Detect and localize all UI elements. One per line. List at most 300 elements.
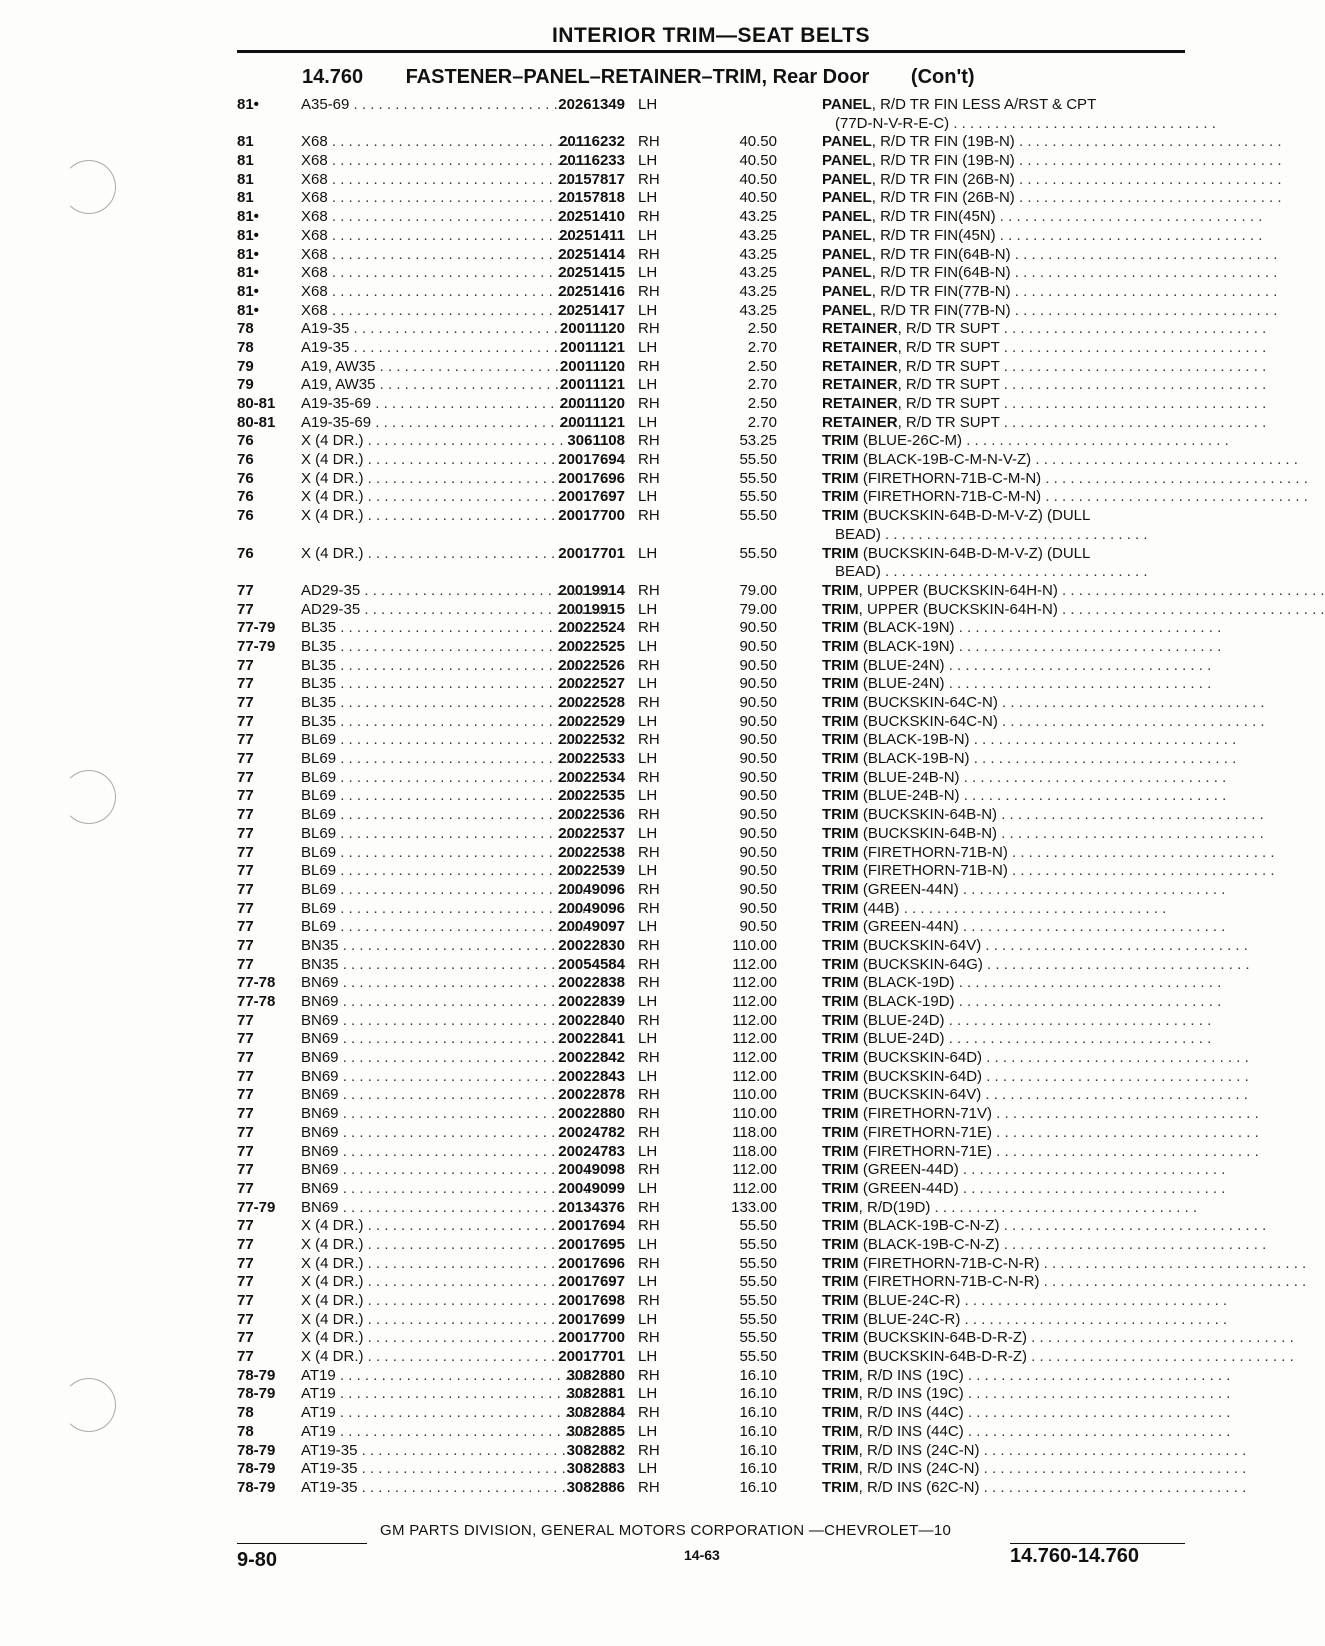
part-number-cell: 20017701 — [558, 544, 625, 562]
description-text: TRIM (FIRETHORN-71E) — [822, 1142, 993, 1160]
table-row — [237, 1310, 1228, 1330]
table-row — [237, 451, 1298, 470]
year-cell: 78-79 — [237, 1478, 276, 1496]
price-cell: 43.25 — [739, 208, 777, 226]
side-cell: RH — [638, 320, 660, 338]
model-cell: X (4 DR.) . . . — [301, 1329, 511, 1348]
table-row — [237, 170, 1282, 190]
price-cell: 90.50 — [739, 768, 777, 786]
model-cell: X (4 DR.) . . . — [301, 1236, 511, 1255]
description-cell: TRIM (BUCKSKIN-64V) . . . . . . . . . . . . . . . . . . . . . . . . . . . . . . . . — [822, 936, 1248, 954]
description-cell: TRIM, UPPER (BUCKSKIN-64H-N) . . . . . . . . . . . . . . . . . . . . . . . . . . . . . . . . — [822, 600, 1325, 618]
description-text: TRIM (BUCKSKIN-64V) — [822, 936, 982, 954]
part-number-cell: 20022535 — [558, 787, 625, 805]
year-cell: 77 — [237, 1030, 254, 1048]
side-cell: RH — [638, 1478, 660, 1496]
price-cell: 43.25 — [739, 226, 777, 244]
year-cell: 78-79 — [237, 1366, 276, 1384]
price-cell: 16.10 — [739, 1478, 777, 1496]
description-text: PANEL, R/D TR FIN(77B-N) — [822, 301, 1011, 319]
description-cell: TRIM (BLUE-24N) . . . . . . . . . . . . . . . . . . . . . . . . . . . . . . . . — [822, 656, 1212, 674]
model-cell: BN69 . . . — [301, 1105, 511, 1124]
table-row — [237, 264, 1278, 283]
price-cell: 90.50 — [739, 694, 777, 712]
part-number-cell: 20049097 — [558, 918, 625, 936]
price-cell: 55.50 — [739, 1348, 777, 1366]
description-cell: TRIM (BUCKSKIN-64C-N) . . . . . . . . . . . . . . . . . . . . . . . . . . . . . . . . — [822, 694, 1265, 712]
table-row — [237, 824, 1264, 844]
description-cell: PANEL, R/D TR FIN (26B-N) . . . . . . . . . . . . . . . . . . . . . . . . . . . . . . . . — [822, 189, 1282, 207]
part-number-cell: 20017696 — [558, 1254, 625, 1272]
year-cell: 77 — [237, 1142, 254, 1160]
description-text: TRIM (GREEN-44N) — [822, 880, 959, 898]
part-number-cell: 20049098 — [558, 1161, 625, 1179]
side-cell: RH — [638, 656, 660, 674]
table-row — [237, 1348, 1294, 1367]
year-cell: 77 — [237, 1310, 254, 1328]
part-number-cell: 20022526 — [558, 656, 625, 674]
table-row — [237, 1404, 1231, 1423]
part-number-cell: 20054584 — [558, 955, 625, 973]
price-cell: 90.50 — [739, 675, 777, 693]
model-cell: BL69 . . . — [301, 862, 511, 881]
table-row — [237, 469, 1308, 489]
model-cell: AD29-35 . . . — [301, 582, 511, 601]
description-text: TRIM (BLUE-24B-N) — [822, 768, 960, 786]
year-cell: 77 — [237, 1011, 254, 1029]
description-text: TRIM (FIRETHORN-71B-C-M-N) — [822, 469, 1042, 487]
table-row — [237, 1161, 1226, 1180]
side-cell: LH — [638, 993, 658, 1011]
description-cell: TRIM (FIRETHORN-71B-C-N-R) . . . . . . . . . . . . . . . . . . . . . . . . . . . . . . . . — [822, 1254, 1307, 1272]
year-cell: 77 — [237, 768, 254, 786]
price-cell: 90.50 — [739, 806, 777, 824]
side-cell: RH — [638, 1404, 660, 1422]
model-cell: BL69 . . . — [301, 844, 511, 863]
table-row — [237, 1030, 1212, 1049]
year-cell: 77 — [237, 1161, 254, 1179]
description-cell: TRIM (BUCKSKIN-64B-D-R-Z) . . . . . . . . . . . . . . . . . . . . . . . . . . . . . . . . — [822, 1329, 1294, 1347]
year-cell: 77 — [237, 600, 254, 618]
price-cell: 2.70 — [747, 376, 777, 394]
description-text: TRIM, R/D INS (19C) — [822, 1366, 964, 1384]
price-cell: 16.10 — [739, 1422, 777, 1440]
year-cell: 77 — [237, 675, 254, 693]
description-text: TRIM (BLACK-19B-N) — [822, 750, 970, 768]
table-row — [237, 338, 1267, 358]
model-cell: BN69 . . . — [301, 1030, 511, 1049]
description-text: PANEL, R/D TR FIN (26B-N) — [822, 170, 1015, 188]
part-number-cell: 20251411 — [559, 226, 625, 244]
year-cell: 81• — [237, 282, 259, 300]
description-text: TRIM (BUCKSKIN-64B-N) — [822, 824, 998, 842]
part-number-cell: 20251414 — [558, 245, 625, 263]
table-row — [237, 1273, 1307, 1292]
description-text: TRIM (FIRETHORN-71B-N) — [822, 843, 1008, 861]
description-continuation: BEAD) . . . . . . . . . . . . . . . . . . . . . . . . . . . . . . . . — [835, 525, 1148, 543]
year-cell: 76 — [237, 544, 254, 562]
model-cell: AT19 . . . — [301, 1404, 511, 1423]
description-cell: TRIM (FIRETHORN-71B-N) . . . . . . . . . . . . . . . . . . . . . . . . . . . . . . . . — [822, 843, 1275, 861]
description-continuation-text: BEAD) — [835, 525, 881, 543]
model-cell: X68 . . . — [301, 283, 511, 302]
description-text: PANEL, R/D TR FIN(77B-N) — [822, 282, 1011, 300]
side-cell: RH — [638, 1329, 660, 1347]
description-cell: TRIM (FIRETHORN-71V) . . . . . . . . . . . . . . . . . . . . . . . . . . . . . . . . — [822, 1105, 1259, 1123]
model-cell: BL69 . . . — [301, 806, 511, 825]
description-cell: TRIM, R/D INS (24C-N) . . . . . . . . . . . . . . . . . . . . . . . . . . . . . . . . — [822, 1441, 1247, 1459]
description-text: TRIM (44B) — [822, 899, 900, 917]
description-cell: RETAINER, R/D TR SUPT . . . . . . . . . . . . . . . . . . . . . . . . . . . . . . . . — [822, 320, 1267, 338]
price-cell: 118.00 — [732, 1123, 777, 1141]
table-row — [237, 600, 1325, 620]
table-row — [237, 936, 1248, 956]
price-cell: 16.10 — [739, 1441, 777, 1459]
description-cell: PANEL, R/D TR FIN(45N) . . . . . . . . . . . . . . . . . . . . . . . . . . . . . . . . — [822, 226, 1263, 244]
price-cell: 133.00 — [731, 1198, 777, 1216]
year-cell: 78-79 — [237, 1385, 276, 1403]
table-row — [237, 96, 1216, 133]
table-row — [237, 900, 1187, 919]
description-cell: TRIM, UPPER (BUCKSKIN-64H-N) . . . . . . . . . . . . . . . . . . . . . . . . . . . . . . . . — [822, 581, 1325, 599]
year-cell: 79 — [237, 357, 254, 375]
parts-table — [237, 96, 1325, 1498]
description-text: TRIM (BLACK-19D) — [822, 974, 955, 992]
footer-date: 9-80 — [237, 1549, 278, 1571]
side-cell: RH — [638, 581, 660, 599]
model-cell: X (4 DR.) . . . — [301, 451, 511, 470]
description-cell: TRIM (BLUE-24N) . . . . . . . . . . . . . . . . . . . . . . . . . . . . . . . . — [822, 675, 1212, 693]
model-cell: BL69 . . . — [301, 787, 511, 806]
table-row — [237, 768, 1227, 788]
model-cell: AD29-35 . . . — [301, 601, 511, 620]
table-row — [237, 993, 1222, 1012]
punch-hole — [62, 160, 116, 214]
part-number-cell: 20011120 — [559, 395, 625, 413]
price-cell: 112.00 — [732, 955, 777, 973]
table-row — [237, 731, 1237, 750]
description-text: TRIM (GREEN-44D) — [822, 1179, 959, 1197]
model-cell: A19-35-69 . . . — [301, 395, 511, 414]
model-cell: BL35 . . . — [301, 657, 511, 676]
price-cell: 55.50 — [739, 1217, 777, 1235]
description-text: TRIM, R/D INS (44C) — [822, 1404, 964, 1422]
side-cell: RH — [638, 731, 660, 749]
price-cell: 55.50 — [739, 1292, 777, 1310]
description-text: TRIM (BUCKSKIN-64B-D-M-V-Z) (DULL — [822, 507, 1091, 525]
header-rule — [237, 50, 1185, 53]
table-row — [237, 376, 1267, 395]
side-cell: LH — [638, 264, 658, 282]
side-cell: RH — [638, 208, 660, 226]
footer-publisher: GM PARTS DIVISION, GENERAL MOTORS CORPORATION —CHEVROLET—10 — [380, 1522, 952, 1539]
table-row — [237, 208, 1263, 227]
part-number-cell: 20022534 — [558, 768, 625, 786]
punch-hole — [62, 770, 116, 824]
side-cell: RH — [638, 1049, 660, 1067]
price-cell: 55.50 — [739, 1254, 777, 1272]
model-cell: BL69 . . . — [301, 918, 511, 937]
side-cell: LH — [638, 189, 658, 207]
year-cell: 77 — [237, 918, 254, 936]
table-row — [237, 282, 1278, 302]
year-cell: 77 — [237, 712, 254, 730]
side-cell: LH — [638, 1422, 658, 1440]
side-cell: RH — [638, 955, 660, 973]
table-row — [237, 357, 1267, 377]
price-cell: 55.50 — [739, 451, 777, 469]
description-text: RETAINER, R/D TR SUPT — [822, 376, 1000, 394]
part-number-cell: 20024783 — [558, 1142, 625, 1160]
side-cell: LH — [638, 862, 658, 880]
side-cell: RH — [638, 1123, 660, 1141]
part-number-cell: 20011120 — [559, 357, 625, 375]
part-number-cell: 20017694 — [558, 1217, 625, 1235]
model-cell: X (4 DR.) . . . — [301, 1292, 511, 1311]
part-number-cell: 20022539 — [558, 862, 625, 880]
part-number-cell: 20022830 — [558, 936, 625, 954]
table-row — [237, 637, 1222, 657]
table-row — [237, 1179, 1226, 1199]
description-text: TRIM, R/D INS (24C-N) — [822, 1441, 980, 1459]
description-text: TRIM (GREEN-44D) — [822, 1161, 959, 1179]
table-row — [237, 1422, 1231, 1442]
description-text: TRIM (GREEN-44N) — [822, 918, 959, 936]
side-cell: LH — [638, 338, 658, 356]
price-cell: 90.50 — [739, 712, 777, 730]
year-cell: 77 — [237, 824, 254, 842]
description-text: TRIM (BLACK-19N) — [822, 637, 955, 655]
footer-section-range: 14.760-14.760 — [1010, 1545, 1140, 1567]
side-cell: LH — [638, 750, 658, 768]
description-text: TRIM, UPPER (BUCKSKIN-64H-N) — [822, 600, 1058, 618]
table-row — [237, 1366, 1231, 1386]
model-cell: X68 . . . — [301, 133, 511, 152]
part-number-cell: 20157818 — [558, 189, 625, 207]
description-cell: PANEL, R/D TR FIN (19B-N) . . . . . . . . . . . . . . . . . . . . . . . . . . . . . . . . — [822, 152, 1282, 170]
description-cell: TRIM (FIRETHORN-71B-C-M-N) . . . . . . . . . . . . . . . . . . . . . . . . . . . . . . . . — [822, 469, 1308, 487]
model-cell: X68 . . . — [301, 246, 511, 265]
description-cell: TRIM (BLUE-24B-N) . . . . . . . . . . . . . . . . . . . . . . . . . . . . . . . . — [822, 787, 1227, 805]
year-cell: 77 — [237, 862, 254, 880]
year-cell: 81 — [237, 189, 254, 207]
description-text: PANEL, R/D TR FIN(45N) — [822, 226, 996, 244]
table-row — [237, 581, 1325, 601]
description-text: TRIM (BUCKSKIN-64G) — [822, 955, 983, 973]
part-number-cell: 20019914 — [558, 581, 625, 599]
description-text: TRIM (BLUE-24C-R) — [822, 1310, 961, 1328]
side-cell: LH — [638, 1385, 658, 1403]
price-cell: 79.00 — [739, 600, 777, 618]
price-cell: 90.50 — [739, 918, 777, 936]
price-cell: 90.50 — [739, 843, 777, 861]
year-cell: 76 — [237, 507, 254, 525]
price-cell: 90.50 — [739, 880, 777, 898]
table-row — [237, 955, 1250, 975]
side-cell: RH — [638, 357, 660, 375]
side-cell: LH — [638, 544, 658, 562]
side-cell: RH — [638, 451, 660, 469]
part-number-cell: 3082883 — [566, 1460, 625, 1478]
part-number-cell: 20116233 — [559, 152, 625, 170]
description-cell — [822, 507, 1187, 526]
year-cell: 77 — [237, 880, 254, 898]
price-cell: 43.25 — [739, 245, 777, 263]
side-cell: RH — [638, 1217, 660, 1235]
year-cell: 77 — [237, 806, 254, 824]
price-cell: 43.25 — [739, 282, 777, 300]
part-number-cell: 20024782 — [558, 1123, 625, 1141]
model-cell: BL35 . . . — [301, 638, 511, 657]
year-cell: 81• — [237, 264, 259, 282]
part-number-cell: 20022880 — [558, 1105, 625, 1123]
side-cell: RH — [638, 619, 660, 637]
description-cell: TRIM, R/D INS (44C) . . . . . . . . . . . . . . . . . . . . . . . . . . . . . . . . — [822, 1404, 1231, 1422]
year-cell: 77 — [237, 1329, 254, 1347]
price-cell: 112.00 — [732, 1049, 777, 1067]
description-cell: TRIM (BLACK-19B-C-N-Z) . . . . . . . . . . . . . . . . . . . . . . . . . . . . . . . . — [822, 1235, 1267, 1253]
table-row — [237, 787, 1227, 806]
price-cell: 2.50 — [747, 395, 777, 413]
side-cell: LH — [638, 824, 658, 842]
side-cell: RH — [638, 694, 660, 712]
page-title: INTERIOR TRIM—SEAT BELTS — [551, 24, 871, 47]
side-cell: RH — [638, 170, 660, 188]
model-cell: BL69 . . . — [301, 900, 511, 919]
part-number-cell: 20022536 — [558, 806, 625, 824]
description-continuation-text: (77D-N-V-R-E-C) — [835, 114, 950, 132]
description-text: TRIM (BUCKSKIN-64C-N) — [822, 712, 998, 730]
description-text: PANEL, R/D TR FIN (19B-N) — [822, 133, 1015, 151]
year-cell: 76 — [237, 469, 254, 487]
year-cell: 77 — [237, 936, 254, 954]
year-cell: 77 — [237, 1217, 254, 1235]
description-text: TRIM (BLACK-19B-C-M-N-V-Z) — [822, 451, 1032, 469]
description-text: TRIM (BLUE-24B-N) — [822, 787, 960, 805]
description-text: TRIM (FIRETHORN-71E) — [822, 1123, 993, 1141]
table-row — [237, 1067, 1249, 1087]
part-number-cell: 20251416 — [558, 282, 625, 300]
model-cell: BN35 . . . — [301, 937, 511, 956]
description-cell: TRIM (GREEN-44D) . . . . . . . . . . . . . . . . . . . . . . . . . . . . . . . . — [822, 1179, 1226, 1197]
description-cell: TRIM, R/D INS (19C) . . . . . . . . . . . . . . . . . . . . . . . . . . . . . . . . — [822, 1385, 1231, 1403]
year-cell: 81 — [237, 133, 254, 151]
description-cell: TRIM (BLACK-19B-N) . . . . . . . . . . . . . . . . . . . . . . . . . . . . . . . . — [822, 750, 1237, 768]
punch-hole — [62, 1378, 116, 1432]
part-number-cell: 20017700 — [558, 1329, 625, 1347]
section-title: FASTENER–PANEL–RETAINER–TRIM, Rear Door — [405, 66, 870, 88]
year-cell: 77 — [237, 1105, 254, 1123]
side-cell: LH — [638, 1460, 658, 1478]
model-cell: BL35 . . . — [301, 694, 511, 713]
part-number-cell: 3082886 — [566, 1478, 625, 1496]
part-number-cell: 20022532 — [558, 731, 625, 749]
table-row — [237, 152, 1282, 171]
year-cell: 77 — [237, 656, 254, 674]
part-number-cell: 20017697 — [558, 488, 625, 506]
description-text: RETAINER, R/D TR SUPT — [822, 395, 1000, 413]
model-cell: BN69 . . . — [301, 1143, 511, 1162]
part-number-cell: 3082881 — [566, 1385, 625, 1403]
part-number-cell: 20017695 — [558, 1235, 625, 1253]
model-cell: A19-35 . . . — [301, 320, 511, 339]
model-cell: X (4 DR.) . . . — [301, 1255, 511, 1274]
description-text: TRIM (BUCKSKIN-64B-D-R-Z) — [822, 1329, 1028, 1347]
table-row — [237, 133, 1282, 152]
price-cell: 16.10 — [739, 1366, 777, 1384]
description-cell: RETAINER, R/D TR SUPT . . . . . . . . . . . . . . . . . . . . . . . . . . . . . . . . — [822, 357, 1267, 375]
side-cell: LH — [638, 376, 658, 394]
description-text: TRIM (BLUE-26C-M) — [822, 432, 963, 450]
table-row — [237, 694, 1265, 713]
year-cell: 77 — [237, 843, 254, 861]
description-cell: TRIM (GREEN-44N) . . . . . . . . . . . . . . . . . . . . . . . . . . . . . . . . — [822, 880, 1226, 898]
description-cell: TRIM (BLACK-19B-N) . . . . . . . . . . . . . . . . . . . . . . . . . . . . . . . . — [822, 731, 1237, 749]
part-number-cell: 20022538 — [558, 843, 625, 861]
part-number-cell: 20049096 — [558, 899, 625, 917]
model-cell: X (4 DR.) . . . — [301, 488, 511, 507]
side-cell: LH — [638, 1273, 658, 1291]
description-text: TRIM (BLACK-19B-N) — [822, 731, 970, 749]
description-cell: TRIM (44B) . . . . . . . . . . . . . . . . . . . . . . . . . . . . . . . . — [822, 899, 1167, 917]
description-cell: TRIM, R/D INS (19C) . . . . . . . . . . . . . . . . . . . . . . . . . . . . . . . . — [822, 1366, 1231, 1384]
part-number-cell: 20134376 — [558, 1198, 625, 1216]
year-cell: 81 — [237, 170, 254, 188]
side-cell: LH — [638, 675, 658, 693]
year-cell: 77 — [237, 694, 254, 712]
year-cell: 81• — [237, 96, 259, 113]
table-row — [237, 1329, 1294, 1348]
price-cell: 40.50 — [739, 170, 777, 188]
table-row — [237, 1478, 1247, 1498]
model-cell: BL69 . . . — [301, 750, 511, 769]
model-cell: BL69 . . . — [301, 881, 511, 900]
price-cell: 90.50 — [739, 619, 777, 637]
description-text: TRIM (BUCKSKIN-64C-N) — [822, 694, 998, 712]
table-row — [237, 1254, 1307, 1274]
description-cell: RETAINER, R/D TR SUPT . . . . . . . . . . . . . . . . . . . . . . . . . . . . . . . . — [822, 338, 1267, 356]
model-cell: BN69 . . . — [301, 974, 511, 993]
price-cell: 112.00 — [732, 1067, 777, 1085]
price-cell: 55.50 — [739, 488, 777, 506]
table-row — [237, 675, 1212, 694]
description-text: TRIM (BLUE-24D) — [822, 1011, 945, 1029]
year-cell: 81• — [237, 245, 259, 263]
year-cell: 77 — [237, 1179, 254, 1197]
description-cell: PANEL, R/D TR FIN(77B-N) . . . . . . . . . . . . . . . . . . . . . . . . . . . . . . . . — [822, 282, 1278, 300]
description-text: PANEL, R/D TR FIN(45N) — [822, 208, 996, 226]
model-cell: X (4 DR.) . . . — [301, 1311, 511, 1330]
side-cell: LH — [638, 1348, 658, 1366]
table-row — [237, 1441, 1247, 1461]
part-number-cell: 20011121 — [559, 376, 625, 394]
description-cell: TRIM (BUCKSKIN-64D) . . . . . . . . . . . . . . . . . . . . . . . . . . . . . . . . — [822, 1049, 1249, 1067]
table-row — [237, 974, 1222, 993]
part-number-cell: 20116232 — [559, 133, 625, 151]
side-cell: LH — [638, 1030, 658, 1048]
side-cell: RH — [638, 1161, 660, 1179]
year-cell: 80-81 — [237, 395, 276, 413]
description-text: TRIM (BLACK-19B-C-N-Z) — [822, 1217, 1000, 1235]
price-cell: 2.50 — [747, 357, 777, 375]
part-number-cell: 20022533 — [558, 750, 625, 768]
description-text: RETAINER, R/D TR SUPT — [822, 357, 1000, 375]
price-cell: 112.00 — [732, 1179, 777, 1197]
description-cell: PANEL, R/D TR FIN (26B-N) . . . . . . . . . . . . . . . . . . . . . . . . . . . . . . . . — [822, 170, 1282, 188]
table-row — [237, 656, 1212, 676]
price-cell: 40.50 — [739, 152, 777, 170]
model-cell: AT19 . . . — [301, 1385, 511, 1404]
